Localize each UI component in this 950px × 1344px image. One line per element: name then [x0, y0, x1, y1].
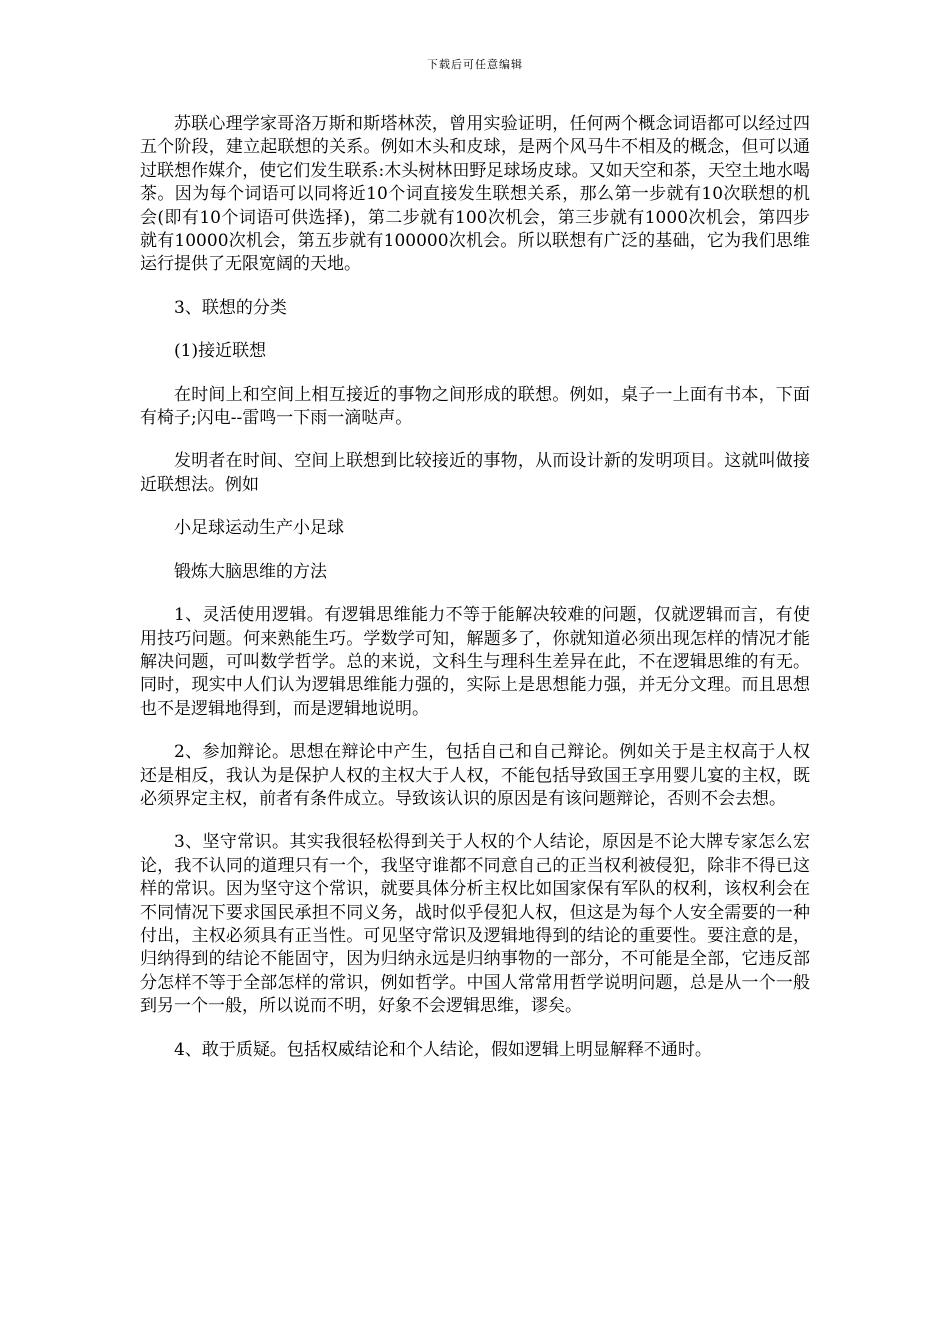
section-heading-brain-training: 锻炼大脑思维的方法	[174, 561, 327, 582]
paragraph-proximity-definition: 在时间上和空间上相互接近的事物之间形成的联想。例如，桌子一上面有书本，下面有椅子;闪电--雷鸣一下雨一滴哒声。	[140, 384, 810, 429]
paragraph-proximity-method: 发明者在时间、空间上联想到比较接近的事物，从而设计新的发明项目。这就叫做接近联想法。例如	[140, 451, 810, 495]
list-item-logic: 1、灵活使用逻辑。有逻辑思维能力不等于能解决较难的问题，仅就逻辑而言，有使用技巧问题。何来熟能生巧。学数学可知，解题多了，你就知道必须出现怎样的情况才能解决问题，可叫数学哲学。总的来说，文科生与理科生差异在此，不在逻辑思维的有无。同时，现实中人们认为逻辑思维能力强的，实际上是思想能力强，并无分文理。而且思想也不是逻辑地得到，而是逻辑地说明。	[140, 605, 810, 719]
paragraph-association-theory: 苏联心理学家哥洛万斯和斯塔林茨，曾用实验证明，任何两个概念词语都可以经过四五个阶段，建立起联想的关系。例如木头和皮球，是两个风马牛不相及的概念，但可以通过联想作媒介，使它们发生联系:木头树林田野足球场皮球。又如天空和茶，天空土地水喝茶。因为每个词语可以同将近10个词直接发生联想关系，那么第一步就有10次联想的机会(即有10个词语可供选择)，第二步就有100次机会，第三步就有1000次机会，第四步就有10000次机会，第五步就有100000次机会。所以联想有广泛的基础，它为我们思维运行提供了无限宽阔的天地。	[140, 114, 810, 275]
subheading-proximity-association: (1)接近联想	[174, 341, 267, 362]
list-item-common-sense: 3、坚守常识。其实我很轻松得到关于人权的个人结论，原因是不论大牌专家怎么宏论，我不认同的道理只有一个，我坚守谁都不同意自己的正当权利被侵犯，除非不得已这样的常识。因为坚守这个常识，就要具体分析主权比如国家保有军队的权利，该权利会在不同情况下要求国民承担不同义务，战时似乎侵犯人权，但这是为每个人安全需要的一种付出，主权必须具有正当性。可见坚守常识及逻辑地得到的结论的重要性。要注意的是，归纳得到的结论不能固守，因为归纳永远是归纳事物的一部分，不可能是全部，它违反部分怎样不等于全部怎样的常识，例如哲学。中国人常常用哲学说明问题，总是从一个一般到另一个一般，所以说而不明，好象不会逻辑思维，谬矣。	[140, 832, 810, 1017]
section-heading-association-types: 3、联想的分类	[174, 297, 287, 318]
example-line: 小足球运动生产小足球	[174, 518, 344, 539]
document-body	[140, 113, 810, 1082]
list-item-debate: 2、参加辩论。思想在辩论中产生，包括自己和自己辩论。例如关于是主权高于人权还是相反，我认为是保护人权的主权大于人权，不能包括导致国王享用婴儿宴的主权，既必须界定主权，前者有条件成立。导致该认识的原因是有该问题辩论，否则不会去想。	[140, 742, 810, 809]
list-item-question: 4、敢于质疑。包括权威结论和个人结论，假如逻辑上明显解释不通时。	[174, 1039, 712, 1060]
header-note: 下载后可任意编辑	[427, 58, 523, 71]
